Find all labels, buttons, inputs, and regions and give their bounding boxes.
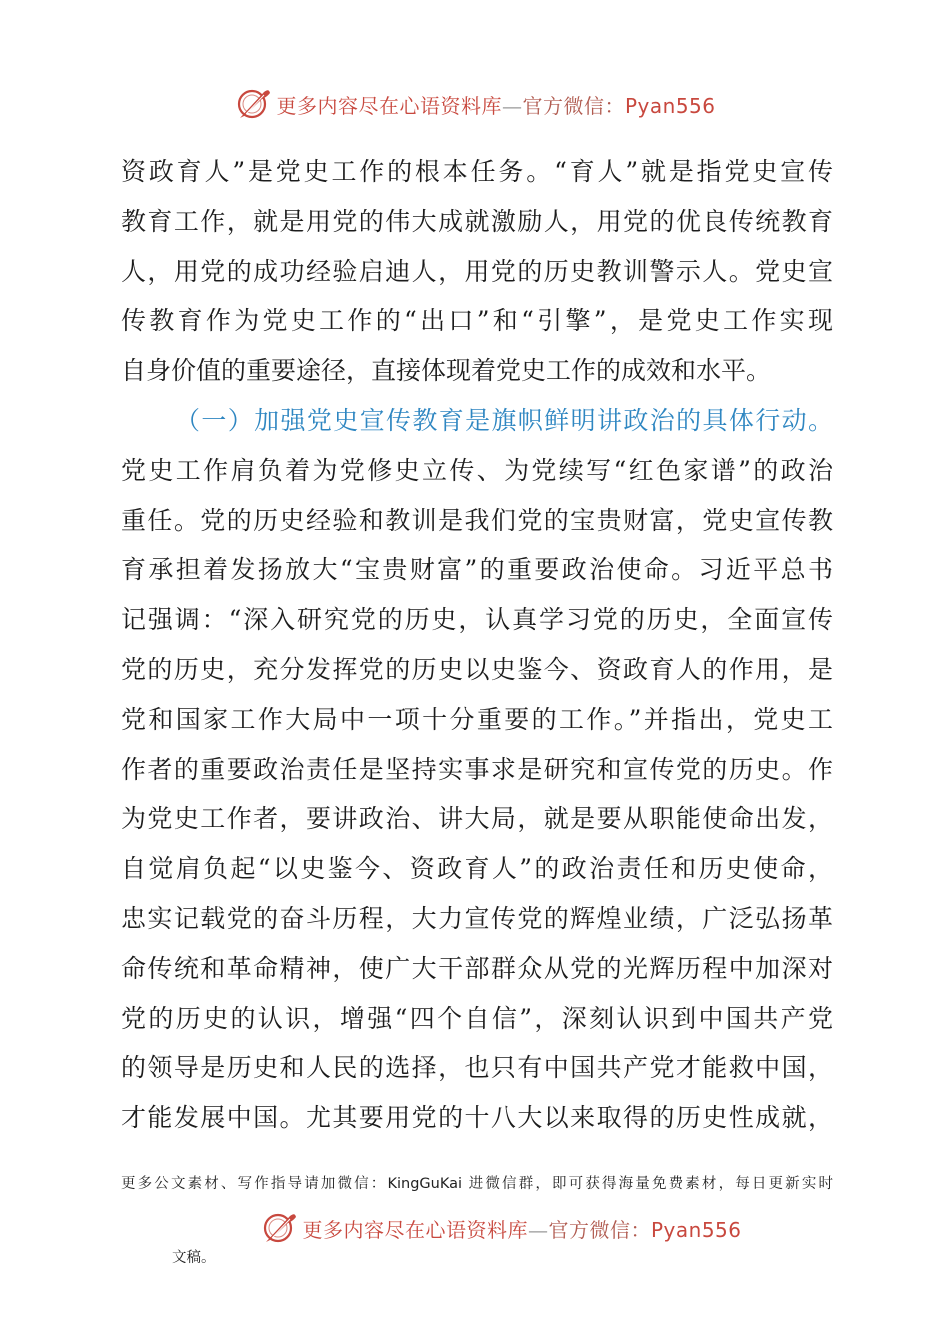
body-line: 自身价值的重要途径，直接体现着党史工作的成效和水平。 <box>121 356 772 386</box>
body-line: 为党史工作者，要讲政治、讲大局，就是要从职能使命出发， <box>121 804 833 834</box>
body-line: 忠实记载党的奋斗历程，大力宣传党的辉煌业绩，广泛弘扬革 <box>121 903 833 933</box>
banner-wechat-id: Pyan556 <box>650 1217 742 1242</box>
header-watermark-banner <box>0 84 950 124</box>
body-line: 人，用党的成功经验启迪人，用党的历史教训警示人。党史宣 <box>121 256 833 286</box>
body-line: 党的历史的认识，增强“四个自信”，深刻认识到中国共产党 <box>121 1003 833 1033</box>
banner-brand: 更多内容尽在心语资料库 <box>276 93 502 118</box>
body-line: 自觉肩负起“以史鉴今、资政育人”的政治责任和历史使命， <box>121 854 833 884</box>
body-line: 作者的重要政治责任是坚持实事求是研究和宣传党的历史。作 <box>121 754 833 784</box>
body-line: 重任。党的历史经验和教训是我们党的宝贵财富，党史宣传教 <box>121 505 833 535</box>
banner-separator: — <box>527 1217 549 1242</box>
banner-text <box>276 90 715 119</box>
banner-brand: 更多内容尽在心语资料库 <box>302 1217 528 1242</box>
body-line: 命传统和革命精神，使广大干部群众从党的光辉历程中加深对 <box>121 953 833 983</box>
banner-wechat-label: 官方微信： <box>522 93 625 118</box>
footer-note-continued: 文稿。 <box>172 1250 216 1266</box>
body-line: 党和国家工作大局中一项十分重要的工作。”并指出，党史工 <box>121 704 833 734</box>
body-line: 才能发展中国。尤其要用党的十八大以来取得的历史性成就， <box>121 1103 833 1133</box>
footer-note: 更多公文素材、写作指导请加微信：KingGuKai 进微信群，即可获得海量免费素材，每日更新实时 <box>121 1176 833 1192</box>
body-line: 传教育作为党史工作的“出口”和“引擎”，是党史工作实现 <box>121 306 833 336</box>
body-line: 的领导是历史和人民的选择，也只有中国共产党才能救中国， <box>121 1053 833 1083</box>
banner-wechat-label: 官方微信： <box>548 1217 651 1242</box>
quill-logo-icon <box>234 84 274 124</box>
body-line: 记强调：“深入研究党的历史，认真学习党的历史，全面宣传 <box>121 605 833 635</box>
body-line: 党的历史，充分发挥党的历史以史鉴今、资政育人的作用，是 <box>121 654 833 684</box>
body-line: 教育工作，就是用党的伟大成就激励人，用党的优良传统教育 <box>121 206 833 236</box>
banner-wechat-id: Pyan556 <box>624 93 716 118</box>
banner-text <box>302 1214 741 1243</box>
document-body <box>121 147 833 1143</box>
quill-logo-icon <box>260 1208 300 1248</box>
section-heading: （一）加强党史宣传教育是旗帜鲜明讲政治的具体行动。 <box>175 405 833 435</box>
banner-separator: — <box>501 93 523 118</box>
body-line: 育承担着发扬放大“宝贵财富”的重要政治使命。习近平总书 <box>121 555 833 585</box>
footer-watermark-banner <box>26 1208 950 1248</box>
body-line: 资政育人”是党史工作的根本任务。“育人”就是指党史宣传 <box>121 157 833 186</box>
body-line: 党史工作肩负着为党修史立传、为党续写“红色家谱”的政治 <box>121 455 833 485</box>
